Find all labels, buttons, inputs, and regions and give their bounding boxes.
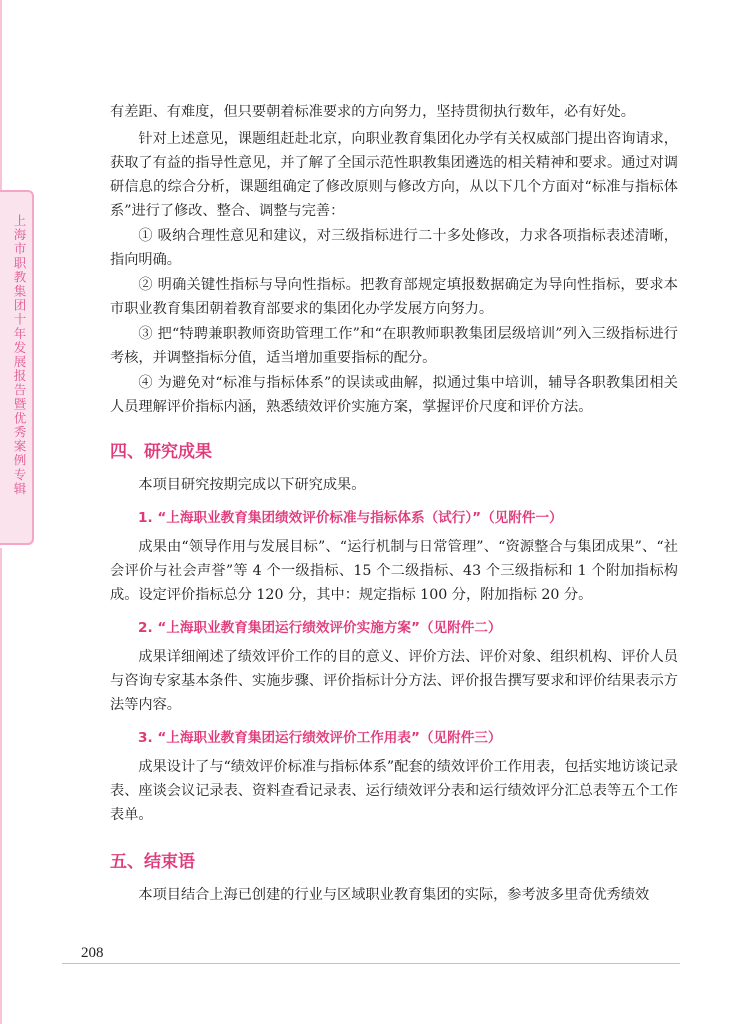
- margin-line-top: [0, 0, 2, 190]
- paragraph: 本项目结合上海已创建的行业与区域职业教育集团的实际，参考波多里奇优秀绩效: [138, 887, 650, 903]
- side-tab-title: 上海市职教集团十年发展报告暨优秀案例专辑: [12, 214, 27, 496]
- list-item: ③ 把“特聘兼职教师资助管理工作”和“在职教师职教集团层级培训”列入三级指标进行考核，并调整指标分值，适当增加重要指标的配分。: [110, 326, 678, 366]
- paragraph: 有差距、有难度，但只要朝着标准要求的方向努力，坚持贯彻执行数年，必有好处。: [110, 104, 635, 120]
- page-number: 208: [81, 945, 104, 961]
- paragraph: 成果由“领导作用与发展目标”、“运行机制与日常管理”、“资源整合与集团成果”、“社会评价与社会声誉”等 4 个一级指标、15 个二级指标、43 个三级指标和 1 个附加指标构成。设定评价指标总分 120 分，其中：规定指标 100 分，附加指标 20 分。: [110, 539, 678, 603]
- list-item: ① 吸纳合理性意见和建议，对三级指标进行二十多处修改，力求各项指标表述清晰，指向明确。: [110, 228, 678, 268]
- paragraph: 本项目研究按期完成以下研究成果。: [138, 477, 366, 493]
- paragraph: 成果设计了与“绩效评价标准与指标体系”配套的绩效评价工作用表，包括实地访谈记录表、座谈会议记录表、资料查看记录表、运行绩效评分表和运行绩效评分汇总表等五个工作表单。: [110, 759, 678, 823]
- page-body: [110, 100, 678, 907]
- paragraph: 成果详细阐述了绩效评价工作的目的意义、评价方法、评价对象、组织机构、评价人员与咨询专家基本条件、实施步骤、评价指标计分方法、评价报告撰写要求和评价结果表示方法等内容。: [110, 649, 678, 713]
- section-heading: 五、结束语: [110, 852, 195, 872]
- subsection-heading: 1. “上海职业教育集团绩效评价标准与指标体系（试行）”（见附件一）: [138, 510, 563, 526]
- subsection-heading: 3. “上海职业教育集团运行绩效评价工作用表”（见附件三）: [138, 730, 502, 746]
- margin-line-bottom: [0, 548, 2, 1024]
- list-item: ② 明确关键性指标与导向性指标。把教育部规定填报数据确定为导向性指标，要求本市职业教育集团朝着教育部要求的集团化办学发展方向努力。: [110, 277, 678, 317]
- footer-rule: [62, 963, 680, 964]
- paragraph: 针对上述意见，课题组赶赴北京，向职业教育集团化办学有关权威部门提出咨询请求，获取了有益的指导性意见，并了解了全国示范性职教集团遴选的相关精神和要求。通过对调研信息的综合分析，课题组确定了修改原则与修改方向，从以下几个方面对“标准与指标体系”进行了修改、整合、调整与完善：: [110, 131, 678, 219]
- section-heading: 四、研究成果: [110, 442, 212, 462]
- subsection-heading: 2. “上海职业教育集团运行绩效评价实施方案”（见附件二）: [138, 620, 502, 636]
- list-item: ④ 为避免对“标准与指标体系”的误读或曲解，拟通过集中培训，辅导各职教集团相关人员理解评价指标内涵，熟悉绩效评价实施方案，掌握评价尺度和评价方法。: [110, 375, 678, 415]
